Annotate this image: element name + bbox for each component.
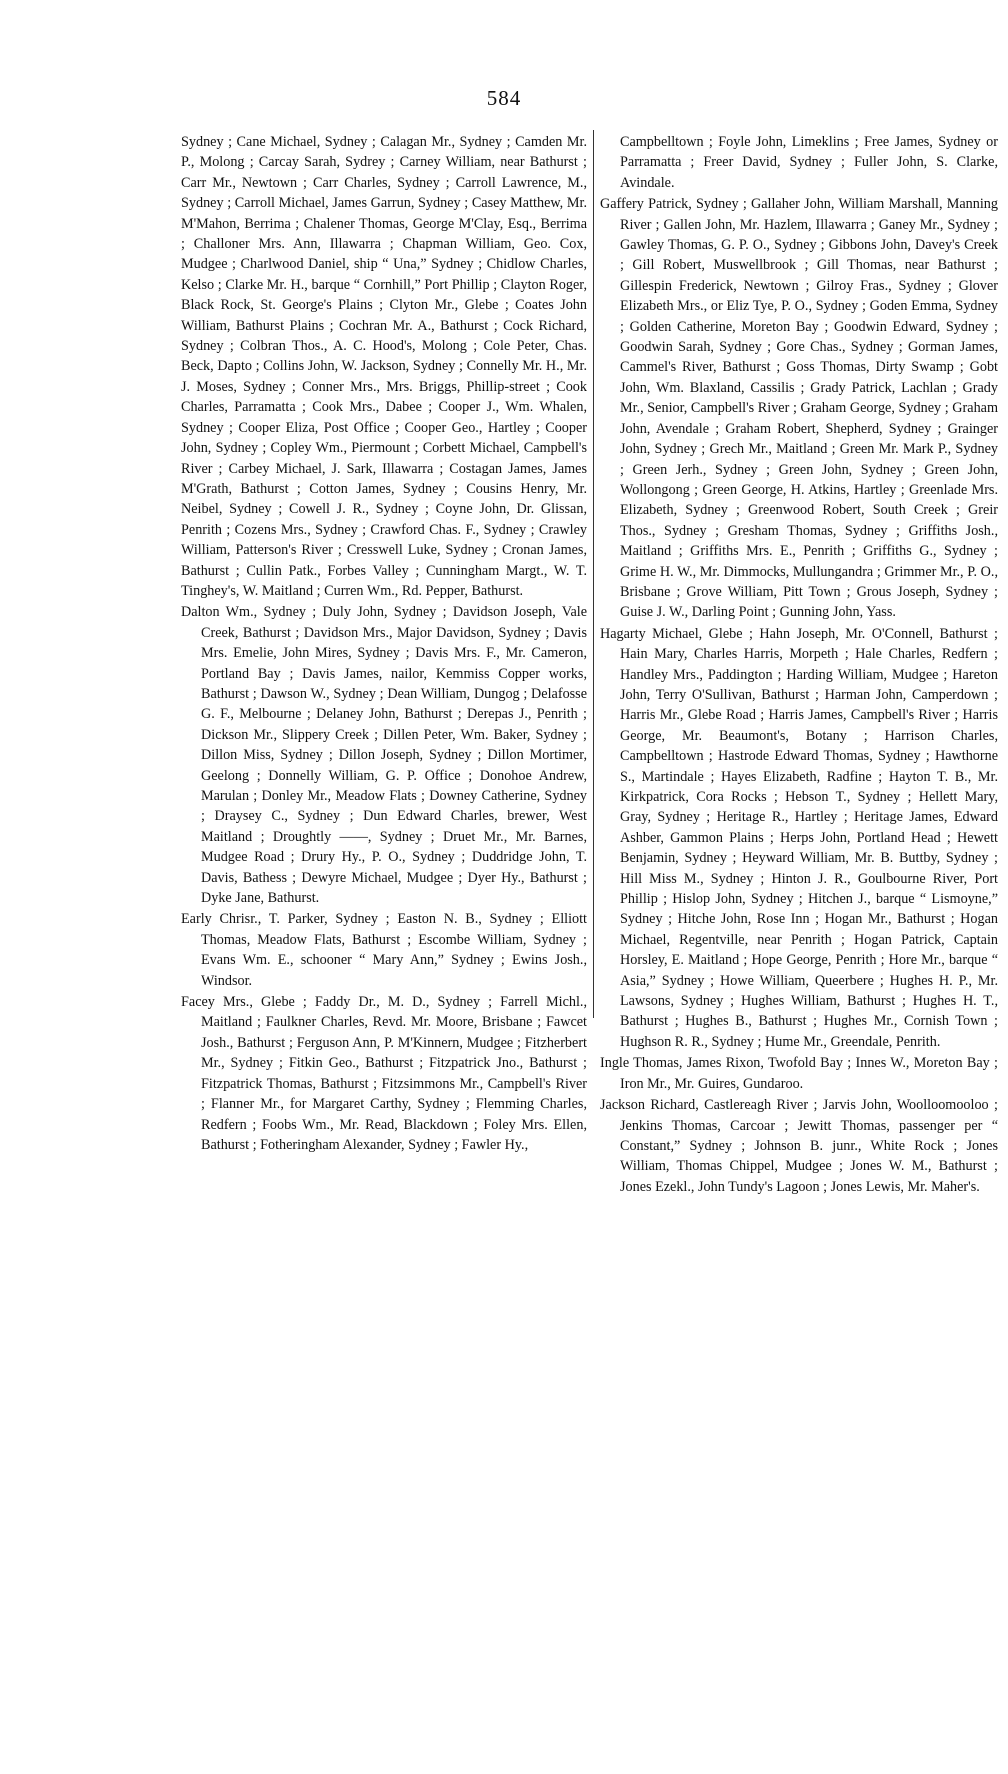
list-entry-g: Gaffery Patrick, Sydney ; Gallaher John, William Marshall, Manning River ; Gallen John, Mr. Hazlem, Illawarra ; Ganey Mr., Sydney ; Gawley Thomas, G. P. O., Sydney ; Gibbons John, Davey's Creek ; Gill Robert, Muswellbrook ; Gill Thomas, near Bathurst ; Gillespin Frederick, Newtown ; Gilroy Fras., Sydney ; Glover Elizabeth Mrs., or Eliz Tye, P. O., Sydney ; Goden Emma, Sydney ; Golden Catherine, Moreton Bay ; Goodwin Edward, Sydney ; Goodwin Sarah, Sydney ; Gore Chas., Sydney ; Gorman James, Cammel's River, Bathurst ; Goss Thomas, Dirty Swamp ; Gobt John, Wm. Blaxland, Cassilis ; Grady Patrick, Lachlan ; Grady Mr., Senior, Campbell's River ; Graham George, Sydney ; Graham John, Avendale ; Graham Robert, Shepherd, Sydney ; Grainger John, Sydney ; Grech Mr., Maitland ; Green Mr. Mark P., Sydney ; Green Jerh., Sydney ; Green John, Sydney ; Green John, Wollongong ; Green George, H. Atkins, Hartley ; Greenlade Mrs. Elizabeth, Sydney ; Greenwood Robert, South Creek ; Greir Thos., Sydney ; Gresham Thomas, Sydney ; Griffiths Josh., Maitland ; Griffiths Mrs. E., Penrith ; Griffiths G., Sydney ; Grime H. W., Mr. Dimmocks, Mullungandra ; Grimmer Mr., P. O., Brisbane ; Grove William, Pitt Town ; Grous Joseph, Sydney ; Guise J. W., Darling Point ; Gunning John, Yass. [600, 196, 998, 621]
list-entry-f: Facey Mrs., Glebe ; Faddy Dr., M. D., Sydney ; Farrell Michl., Maitland ; Faulkner Charles, Revd. Mr. Moore, Brisbane ; Fawcet Josh., Bathurst ; Ferguson Ann, P. M'Kinnern, Mudgee ; Fitzherbert Mr., Sydney ; Fitkin Geo., Bathurst ; Fitzpatrick Jno., Bathurst ; Fitzpatrick Thomas, Bathurst ; Fitzsimmons Mr., Campbell's River ; Flanner Mr., for Margaret Carthy, Sydney ; Flemming Charles, Redfern ; Foobs Wm., Mr. Read, Blackdown ; Foley Mrs. Ellen, Bathurst ; Fotheringham Alexander, Sydney ; Fawler Hy., [181, 994, 587, 1153]
page-number: 584 [486, 86, 522, 110]
list-entry-e: Early Chrisr., T. Parker, Sydney ; Easton N. B., Sydney ; Elliott Thomas, Meadow Flats, Bathurst ; Escombe William, Sydney ; Evans Wm. E., schooner “ Mary Ann,” Sydney ; Ewins Josh., Windsor. [181, 911, 587, 989]
list-entry-j: Jackson Richard, Castlereagh River ; Jarvis John, Woolloomooloo ; Jenkins Thomas, Carcoar ; Jewitt Thomas, passenger per “ Constant,” Sydney ; Johnson B. junr., White Rock ; Jones William, Thomas Chippel, Mudgee ; Jones W. M., Bathurst ; Jones Ezekl., John Tundy's Lagoon ; Jones Lewis, Mr. Maher's. [600, 1097, 998, 1195]
left-column [181, 132, 587, 1156]
list-entry-h: Hagarty Michael, Glebe ; Hahn Joseph, Mr. O'Connell, Bathurst ; Hain Mary, Charles Harris, Morpeth ; Hale Charles, Redfern ; Handley Mrs., Paddington ; Harding William, Mudgee ; Hareton John, Terry O'Sullivan, Bathurst ; Harman John, Camperdown ; Harris Mr., Glebe Road ; Harris James, Campbell's River ; Harris George, Mr. Beaumont's, Botany ; Harrison Charles, Campbelltown ; Hastrode Edward Thomas, Sydney ; Hawthorne S., Martindale ; Hayes Elizabeth, Radfine ; Hayton T. B., Mr. Kirkpatrick, Cora Rocks ; Hebson T., Sydney ; Hellett Mary, Gray, Sydney ; Heritage R., Hartley ; Heritage James, Edward Ashber, Gammon Plains ; Herps John, Portland Head ; Hewett Benjamin, Sydney ; Heyward William, Mr. B. Buttby, Sydney ; Hill Miss M., Sydney ; Hinton J. R., Goulbourne River, Port Phillip ; Hislop John, Sydney ; Hitchen J., barque “ Lismoyne,” Sydney ; Hitche John, Rose Inn ; Hogan Mr., Bathurst ; Hogan Michael, Regentville, near Penrith ; Hogan Patrick, Captain Horsley, E. Maitland ; Hope George, Penrith ; Hore Mr., barque “ Asia,” Sydney ; Howe William, Queerbere ; Hughes H. P., Mr. Lawsons, Sydney ; Hughes William, Bathurst ; Hughes H. T., Bathurst ; Hughes B., Bathurst ; Hughes Mr., Cornish Town ; Hughson R. R., Sydney ; Hume Mr., Greendale, Penrith. [600, 625, 998, 1050]
right-column [600, 132, 998, 1198]
list-entry-i: Ingle Thomas, James Rixon, Twofold Bay ; Innes W., Moreton Bay ; Iron Mr., Mr. Guires, Gundaroo. [600, 1055, 998, 1092]
list-entry-c-continued: Sydney ; Cane Michael, Sydney ; Calagan Mr., Sydney ; Camden Mr. P., Molong ; Carcay Sarah, Sydrey ; Carney William, near Bathurst ; Carr Mr., Newtown ; Carr Charles, Sydney ; Carroll Lawrence, M., Sydney ; Carroll Michael, James Garrun, Sydney ; Casey Matthew, Mr. M'Mahon, Berrima ; Chalener Thomas, George M'Clay, Esq., Berrima ; Challoner Mrs. Ann, Illawarra ; Chapman William, Geo. Cox, Mudgee ; Charlwood Daniel, ship “ Una,” Sydney ; Chidlow Charles, Kelso ; Clarke Mr. H., barque “ Cornhill,” Port Phillip ; Clayton Roger, Black Rock, St. George's Plains ; Clyton Mr., Glebe ; Coates John William, Bathurst Plains ; Cochran Mr. A., Bathurst ; Cock Richard, Sydney ; Colbran Thos., A. C. Hood's, Molong ; Cole Peter, Chas. Beck, Dapto ; Collins John, W. Jackson, Sydney ; Connelly Mr. H., Mr. J. Moses, Sydney ; Conner Mrs., Mrs. Briggs, Phillip-street ; Cook Charles, Parramatta ; Cook Mrs., Dabee ; Cooper J., Wm. Whalen, Sydney ; Cooper Eliza, Post Office ; Cooper Geo., Hartley ; Cooper John, Sydney ; Copley Wm., Piermount ; Corbett Michael, Campbell's River ; Carbey Michael, J. Sark, Illawarra ; Costagan James, James M'Grath, Bathurst ; Cotton James, Sydney ; Cousins Henry, Mr. Neibel, Sydney ; Cowell J. R., Sydney ; Coyne John, Dr. Glissan, Penrith ; Cozens Mrs., Sydney ; Crawford Chas. F., Sydney ; Crawley William, Patterson's River ; Cresswell Luke, Sydney ; Cronan James, Bathurst ; Cullin Patk., Forbes Valley ; Cunningham Margt., W. T. Tinghey's, W. Maitland ; Curren Wm., Rd. Pepper, Bathurst. [181, 134, 587, 599]
divider-rule [593, 130, 594, 1018]
list-entry-d: Dalton Wm., Sydney ; Duly John, Sydney ; Davidson Joseph, Vale Creek, Bathurst ; Davidson Mrs., Major Davidson, Sydney ; Davis Mrs. Emelie, John Mires, Sydney ; Davis Mrs. F., Mr. Cameron, Portland Bay ; Davis James, nailor, Kemmiss Copper works, Bathurst ; Dawson W., Sydney ; Dean William, Dungog ; Delafosse G. F., Melbourne ; Delaney John, Bathurst ; Derepas J., Penrith ; Dickson Mr., Slippery Creek ; Dillen Peter, Wm. Baker, Sydney ; Dillon Miss, Sydney ; Dillon Joseph, Sydney ; Dillon Mortimer, Geelong ; Donnelly William, G. P. Office ; Donohoe Andrew, Marulan ; Donley Mr., Meadow Flats ; Downey Catherine, Sydney ; Draysey C., Sydney ; Dun Edward Charles, brewer, West Maitland ; Droughtly ——, Sydney ; Druet Mr., Mr. Barnes, Mudgee Road ; Drury Hy., P. O., Sydney ; Duddridge John, T. Davis, Bathess ; Dewyre Michael, Mudgee ; Dyer Hy., Bathurst ; Dyke Jane, Bathurst. [181, 604, 587, 907]
list-entry-f-continued: Campbelltown ; Foyle John, Limeklins ; Free James, Sydney or Parramatta ; Freer David, Sydney ; Fuller John, S. Clarke, Avindale. [620, 134, 998, 191]
